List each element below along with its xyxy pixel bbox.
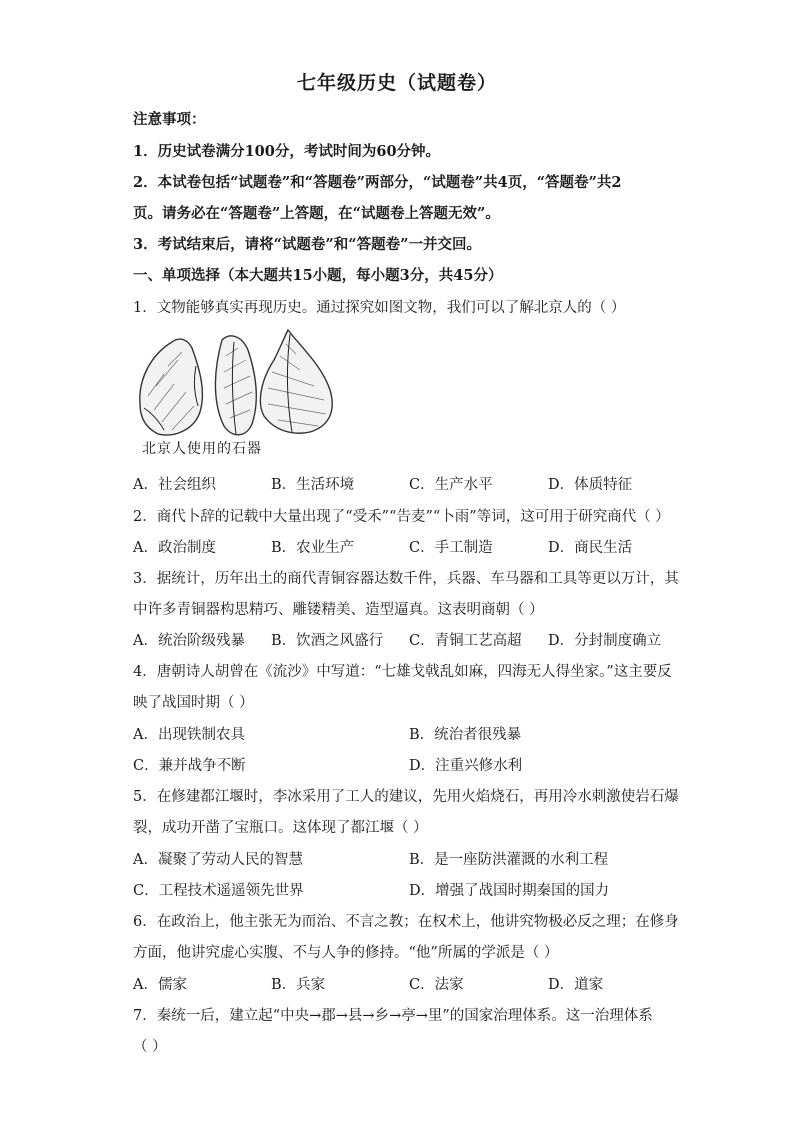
q1-option-d[interactable]: D．体质特征 [548, 477, 633, 493]
notice-line-4: 3．考试结束后，请将“试题卷”和“答题卷”一并交回。 [133, 236, 481, 253]
q3-stem-line-2: 中许多青铜器构思精巧、雕镂精美、造型逼真。这表明商朝（ ） [133, 602, 544, 618]
q5-stem-line-1: 5．在修建都江堰时，李冰采用了工人的建议，先用火焰烧石，再用冷水刺激使岩石爆 [133, 789, 679, 805]
q3-option-c[interactable]: C．青铜工艺高超 [409, 633, 522, 649]
notice-heading: 注意事项： [133, 111, 206, 128]
q2-option-b[interactable]: B．农业生产 [271, 540, 355, 556]
page-title: 七年级历史（试题卷） [296, 72, 497, 94]
q6-option-a[interactable]: A．儒家 [133, 977, 187, 993]
q5-option-b[interactable]: B．是一座防洪灌溉的水利工程 [409, 852, 609, 868]
q5-option-d[interactable]: D．增强了战国时期秦国的国力 [409, 883, 610, 899]
stone-tools-figure [134, 326, 342, 464]
q5-option-c[interactable]: C．工程技术遥遥领先世界 [133, 883, 304, 899]
notice-line-2: 2．本试卷包括“试题卷”和“答题卷”两部分，“试题卷”共4页，“答题卷”共2 [133, 174, 622, 191]
q6-stem-line-1: 6．在政治上，他主张无为而治、不言之教；在权术上，他讲究物极必反之理；在修身 [133, 914, 679, 930]
q2-option-c[interactable]: C．手工制造 [409, 540, 493, 556]
q5-option-a[interactable]: A．凝聚了劳动人民的智慧 [133, 852, 303, 868]
stone-tool-right [260, 330, 332, 433]
q3-option-d[interactable]: D．分封制度确立 [548, 633, 662, 649]
q3-stem-line-1: 3．据统计，历年出土的商代青铜容器达数千件，兵器、车马器和工具等更以万计，其 [133, 571, 679, 587]
q7-stem-line-1: 7．秦统一后，建立起“中央→郡→县→乡→亭→里”的国家治理体系。这一治理体系 [133, 1008, 653, 1024]
q2-option-a[interactable]: A．政治制度 [133, 540, 216, 556]
q4-stem-line-2: 映了战国时期（ ） [133, 695, 254, 711]
figure-caption: 北京人使用的石器 [142, 441, 262, 457]
q1-option-a[interactable]: A．社会组织 [133, 477, 216, 493]
stone-tool-middle [215, 336, 256, 435]
q3-option-a[interactable]: A．统治阶级残暴 [133, 633, 245, 649]
q3-option-b[interactable]: B．饮酒之风盛行 [271, 633, 384, 649]
q2-option-d[interactable]: D．商民生活 [548, 540, 633, 556]
q5-stem-line-2: 裂，成功开凿了宝瓶口。这体现了都江堰（ ） [133, 820, 428, 836]
q4-stem-line-1: 4．唐朝诗人胡曾在《流沙》中写道：“七雄戈戟乱如麻，四海无人得坐家。”这主要反 [133, 664, 672, 680]
q1-option-b[interactable]: B．生活环境 [271, 477, 355, 493]
q6-stem-line-2: 方面，他讲究虚心实腹、不与人争的修持。“他”所属的学派是（ ） [133, 945, 559, 961]
notice-line-1: 1．历史试卷满分100分，考试时间为60分钟。 [133, 143, 441, 160]
q6-option-b[interactable]: B．兵家 [271, 977, 326, 993]
notice-line-3: 页。请务必在“答题卷”上答题，在“试题卷上答题无效”。 [133, 205, 500, 222]
q4-option-a[interactable]: A．出现铁制农具 [133, 727, 245, 743]
q4-option-b[interactable]: B．统治者很残暴 [409, 727, 522, 743]
q2-stem: 2．商代卜辞的记载中大量出现了“受禾”“告麦”“卜雨”等词，这可用于研究商代（ ） [133, 509, 670, 525]
q6-option-d[interactable]: D．道家 [548, 977, 604, 993]
q4-option-d[interactable]: D．注重兴修水利 [409, 758, 523, 774]
q1-stem: 1．文物能够真实再现历史。通过探究如图文物，我们可以了解北京人的（ ） [133, 300, 626, 316]
q4-option-c[interactable]: C．兼并战争不断 [133, 758, 246, 774]
section-heading: 一、单项选择（本大题共15小题，每小题3分，共45分） [133, 267, 503, 284]
q1-option-c[interactable]: C．生产水平 [409, 477, 493, 493]
stone-tool-left [140, 339, 203, 435]
q6-option-c[interactable]: C．法家 [409, 977, 464, 993]
q7-stem-line-2: （ ） [133, 1039, 167, 1055]
